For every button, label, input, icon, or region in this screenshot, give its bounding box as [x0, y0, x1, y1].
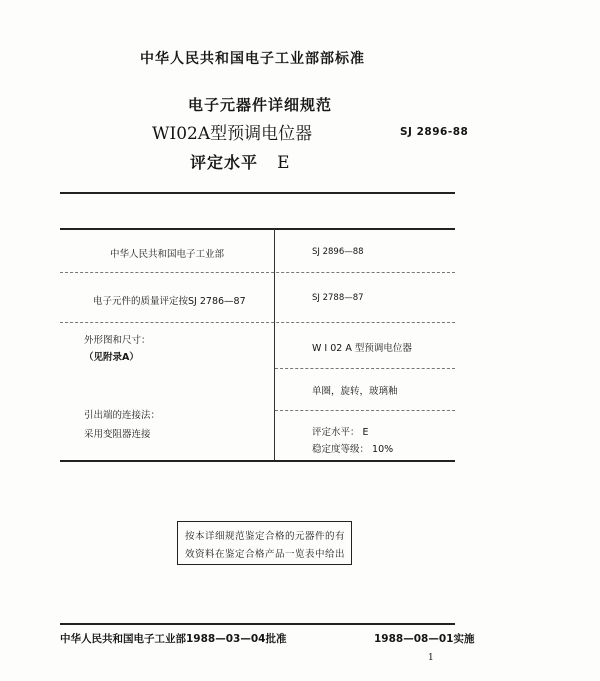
table-column-divider: [274, 229, 275, 461]
footer-rule: [60, 623, 455, 625]
notice-line-2: 效资料在鉴定合格产品一览表中给出: [185, 549, 346, 560]
outline-reference: （见附录A）: [84, 352, 139, 363]
assessment-title: [190, 150, 290, 173]
notice-box: [177, 521, 352, 565]
issuer-title: 中华人民共和国电子工业部部标准: [140, 51, 365, 67]
quality-basis-cell: 电子元件的质量评定按SJ 2786—87: [93, 296, 246, 307]
stability-class-cell: 稳定度等级： 10%: [312, 444, 394, 455]
table-row-divider-2: [60, 322, 455, 323]
table-bottom-border: [60, 460, 455, 462]
approval-date: 中华人民共和国电子工业部1988—03—04批准: [60, 633, 287, 645]
table-row-divider-3: [275, 368, 455, 369]
implementation-date: 1988—08—01实施: [374, 633, 475, 645]
authority-cell: 中华人民共和国电子工业部: [110, 249, 225, 260]
assessment-title-label: 评定水平: [190, 153, 259, 172]
table-row-divider-4: [275, 410, 455, 411]
features-cell: 单圈，旋转，玻璃釉: [312, 386, 398, 397]
spec-number-cell: SJ 2896—88: [312, 247, 364, 257]
generic-spec-cell: SJ 2788—87: [312, 293, 364, 303]
table-row-divider-1: [60, 272, 455, 273]
component-name-cell: W I 02 A 型预调电位器: [312, 343, 412, 354]
lead-connection-value: 采用变阻器连接: [84, 429, 151, 440]
outline-label: 外形图和尺寸：: [84, 335, 151, 346]
assessment-level-cell: 评定水平： E: [312, 427, 369, 438]
spec-title-line2: WI02A型预调电位器: [152, 124, 313, 144]
lead-connection-label: 引出端的连接法：: [84, 410, 161, 421]
table-top-border: [60, 228, 455, 230]
assessment-title-level: E: [277, 153, 290, 173]
header-rule: [60, 192, 455, 194]
spec-title-line1: 电子元器件详细规范: [188, 96, 333, 114]
notice-line-1: 按本详细规范鉴定合格的元器件的有: [185, 531, 346, 542]
page-number: 1: [428, 653, 434, 663]
standard-number: SJ 2896-88: [400, 126, 469, 138]
